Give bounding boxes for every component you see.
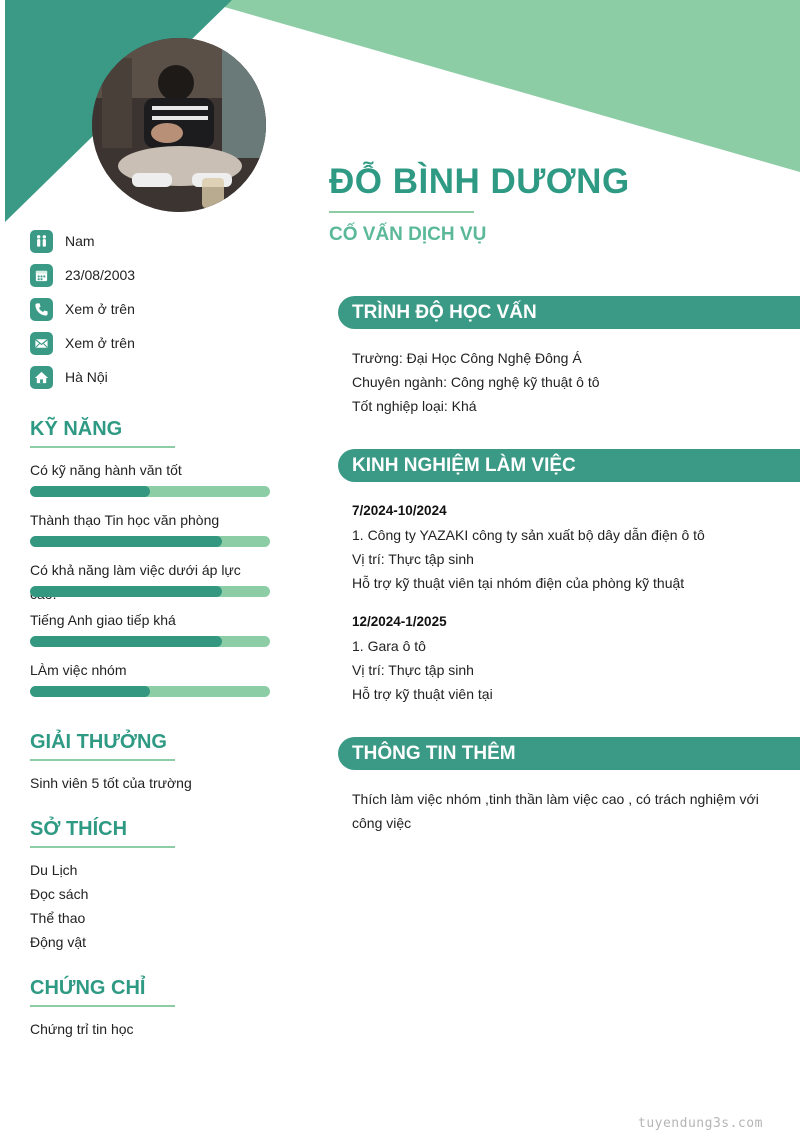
- skill-item: [30, 508, 270, 558]
- experience-entry: [352, 610, 772, 706]
- awards-list: [30, 771, 192, 795]
- skill-label: Thành thạo Tin học văn phòng: [30, 512, 220, 528]
- education-grade: Tốt nghiệp loại: Khá: [352, 398, 477, 414]
- skill-label: Có khả năng làm việc dưới áp lực: [30, 562, 241, 578]
- awards-underline: [30, 759, 175, 761]
- skill-bar: [30, 686, 270, 697]
- certificates-title: CHỨNG CHỈ: [30, 977, 146, 999]
- hobby-item: Đọc sách: [30, 886, 89, 902]
- contact-birthday-text: 23/08/2003: [65, 267, 136, 283]
- skill-bar-fill: [30, 636, 222, 647]
- skill-bar-fill: [30, 586, 222, 597]
- calendar-icon: [30, 264, 53, 287]
- skill-label: Có kỹ năng hành văn tốt: [30, 462, 182, 478]
- contact-address: [30, 360, 135, 394]
- gender-icon: [30, 230, 53, 253]
- watermark: tuyendung3s.com: [638, 1116, 763, 1131]
- skill-bar: [30, 486, 270, 497]
- skills-underline: [30, 446, 175, 448]
- hobby-item: Động vật: [30, 934, 87, 950]
- skill-label: LÀm việc nhóm: [30, 662, 127, 678]
- more-info-block: [352, 787, 772, 835]
- skill-item: [30, 608, 270, 658]
- more-info-line: công việc: [352, 815, 412, 831]
- awards-title: GIẢI THƯỞNG: [30, 731, 167, 753]
- certificates-underline: [30, 1005, 175, 1007]
- education-major: Chuyên ngành: Công nghệ kỹ thuật ô tô: [352, 374, 600, 390]
- skill-bar: [30, 586, 270, 597]
- more-info-header: THÔNG TIN THÊM: [338, 737, 800, 770]
- hobbies-title: SỞ THÍCH: [30, 818, 128, 840]
- skill-bar: [30, 536, 270, 547]
- contact-list: [30, 224, 135, 394]
- experience-entry: [352, 499, 772, 595]
- experience-company: 1. Gara ô tô: [352, 638, 426, 654]
- hobby-item: Thể thao: [30, 910, 86, 926]
- skill-item: [30, 458, 270, 508]
- skill-label: Tiếng Anh giao tiếp khá: [30, 612, 176, 628]
- experience-date: 12/2024-1/2025: [352, 614, 447, 629]
- skill-bar: [30, 636, 270, 647]
- contact-phone: [30, 292, 135, 326]
- contact-gender: [30, 224, 135, 258]
- education-school: Trường: Đại Học Công Nghệ Đông Á: [352, 350, 582, 366]
- contact-phone-text: Xem ở trên: [65, 301, 135, 317]
- contact-email: [30, 326, 135, 360]
- email-icon: [30, 332, 53, 355]
- experience-date: 7/2024-10/2024: [352, 503, 447, 518]
- hobby-item: Du Lịch: [30, 862, 78, 878]
- experience-position: Vị trí: Thực tập sinh: [352, 662, 474, 678]
- contact-email-text: Xem ở trên: [65, 335, 135, 351]
- certificate-item: Chứng trỉ tin học: [30, 1021, 134, 1037]
- contact-address-text: Hà Nội: [65, 369, 108, 385]
- name-underline: [329, 211, 474, 213]
- experience-position: Vị trí: Thực tập sinh: [352, 551, 474, 567]
- certificates-list: [30, 1017, 134, 1041]
- skill-bar-fill: [30, 686, 150, 697]
- skills-list: [30, 458, 270, 708]
- experience-header: KINH NGHIỆM LÀM VIỆC: [338, 449, 800, 482]
- experience-description: Hỗ trợ kỹ thuật viên tại: [352, 686, 493, 702]
- contact-gender-text: Nam: [65, 233, 95, 249]
- hobbies-underline: [30, 846, 175, 848]
- hobbies-list: [30, 858, 88, 954]
- skill-item: [30, 558, 270, 608]
- education-block: [352, 346, 772, 418]
- job-title: CỐ VẤN DỊCH VỤ: [329, 224, 487, 245]
- profile-photo: [92, 38, 266, 212]
- experience-description: Hỗ trợ kỹ thuật viên tại nhóm điện của phòng kỹ thuật: [352, 575, 685, 591]
- contact-birthday: [30, 258, 135, 292]
- experience-company: 1. Công ty YAZAKI công ty sản xuất bộ dây dẫn điện ô tô: [352, 527, 705, 543]
- home-icon: [30, 366, 53, 389]
- avatar: [92, 38, 266, 212]
- more-info-line: Thích làm việc nhóm ,tinh thần làm việc cao , có trách nghiệm với: [352, 791, 759, 807]
- skill-item: [30, 658, 270, 708]
- skill-bar-fill: [30, 536, 222, 547]
- phone-icon: [30, 298, 53, 321]
- award-item: Sinh viên 5 tốt của trường: [30, 775, 192, 791]
- education-header: TRÌNH ĐỘ HỌC VẤN: [338, 296, 800, 329]
- candidate-name: ĐỖ BÌNH DƯƠNG: [329, 162, 630, 201]
- skill-bar-fill: [30, 486, 150, 497]
- skills-title: KỸ NĂNG: [30, 418, 123, 440]
